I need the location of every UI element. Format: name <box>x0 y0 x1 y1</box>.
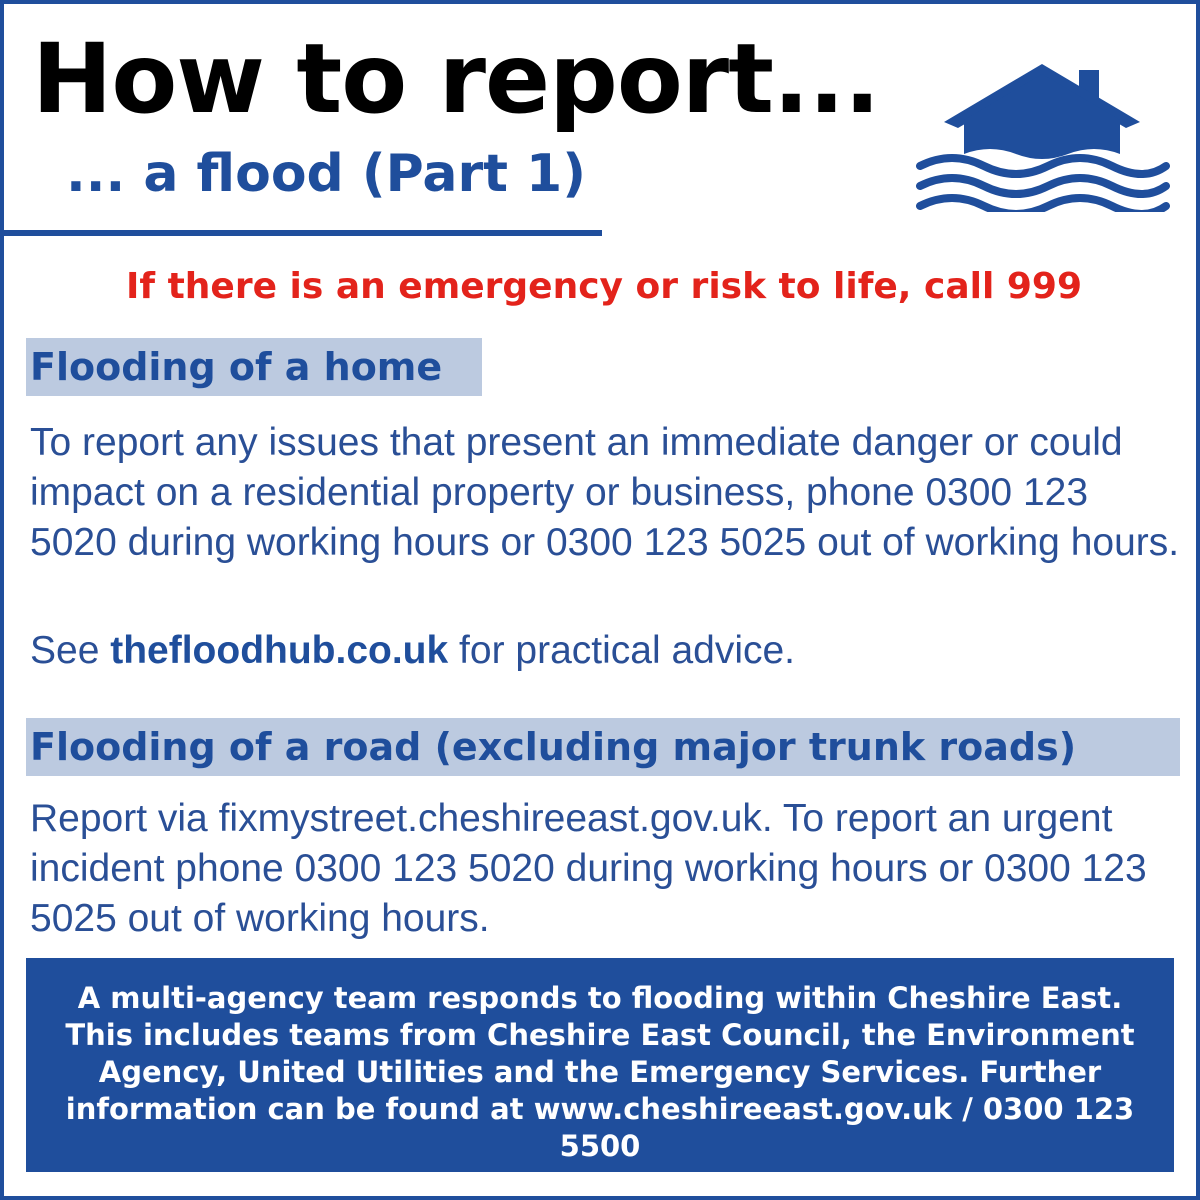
title-divider <box>4 230 602 236</box>
advice-prefix: See <box>30 629 111 672</box>
home-flooding-heading: Flooding of a home <box>26 338 482 396</box>
road-flooding-heading: Flooding of a road (excluding major trunk roads) <box>26 718 1180 776</box>
emergency-notice: If there is an emergency or risk to life, call 999 <box>125 266 1082 307</box>
flooded-house-icon <box>914 62 1170 212</box>
flood-hub-link[interactable]: thefloodhub.co.uk <box>110 629 449 672</box>
page-title: How to report... <box>32 23 880 135</box>
road-flooding-text: Report via fixmystreet.cheshireeast.gov.uk. To report an urgent incident phone 0300 123 5020 during working hours or 0300 123 5025 out of working hours. <box>30 797 1147 940</box>
page-subtitle: ... a flood (Part 1) <box>66 144 586 204</box>
multi-agency-info-text: A multi-agency team responds to flooding within Cheshire East. This includes teams from Cheshire East Council, the Environment Agency, United Utilities and the Emergency Services. Further information can be found at www.cheshireeast.gov.uk / 0300 123 5500 <box>65 981 1135 1163</box>
multi-agency-info-box <box>26 958 1174 1172</box>
advice-suffix: for practical advice. <box>448 629 796 672</box>
home-flooding-text: To report any issues that present an immediate danger or could impact on a residential property or business, phone 0300 123 5020 during working hours or 0300 123 5025 out of working hours. <box>30 421 1180 564</box>
flood-hub-advice <box>30 626 1180 676</box>
